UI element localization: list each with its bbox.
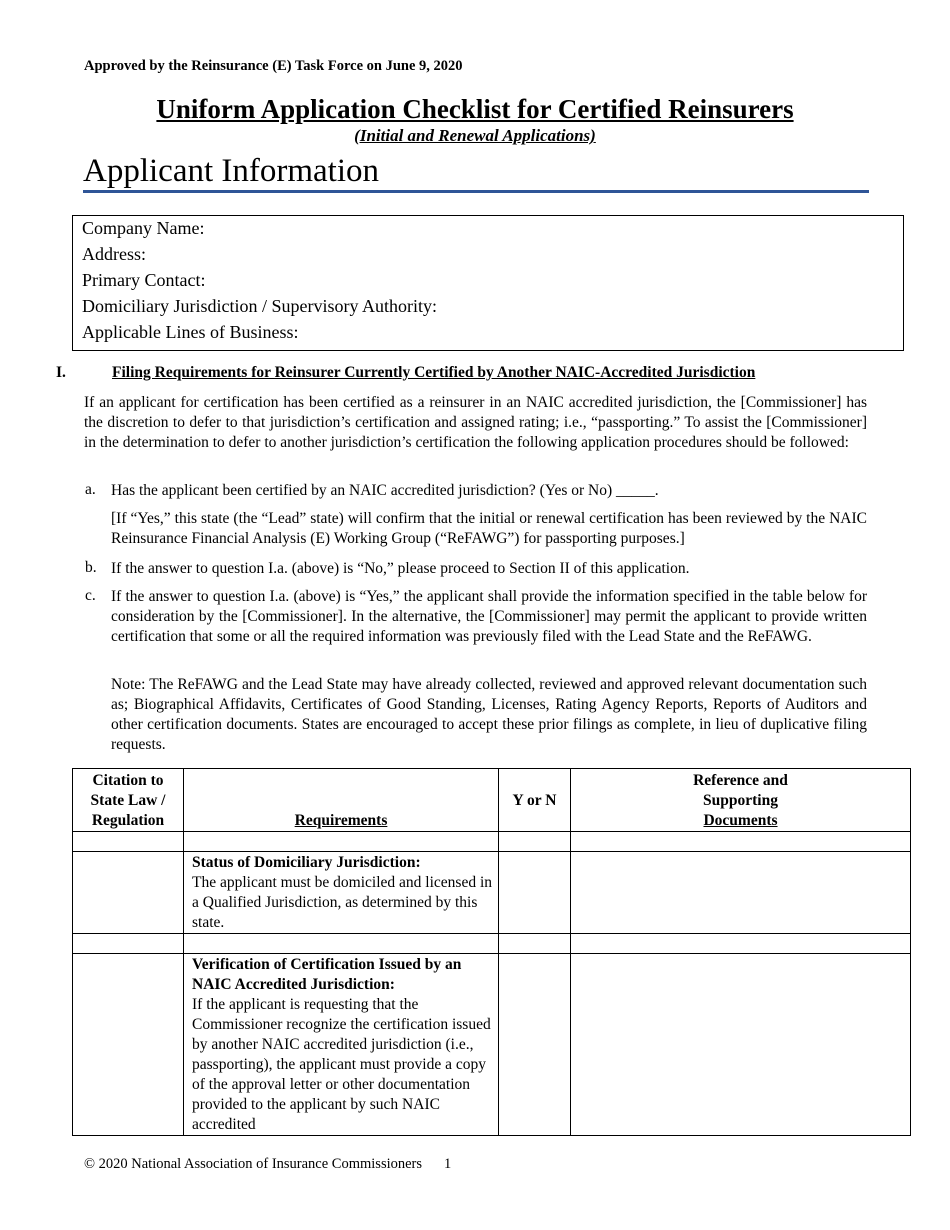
- item-c-note: Note: The ReFAWG and the Lead State may have already collected, reviewed and approved relevant documentation such as; Biographical Affidavits, Certificates of Good Standing, Licenses, Rating Agency Reports, Reports of Auditors and other certification documents. States are encouraged to accept these prior filings as complete, in lieu of duplicative filing requests.: [111, 676, 867, 753]
- page-number: 1: [444, 1156, 452, 1172]
- table-spacer-row: [73, 934, 911, 954]
- citation-cell[interactable]: [73, 934, 184, 954]
- reference-header-line: Reference and: [693, 772, 788, 789]
- table-row: [73, 852, 911, 934]
- citation-header: [73, 769, 184, 832]
- citation-header-line: State Law /: [90, 792, 166, 809]
- address-field[interactable]: Address:: [82, 244, 146, 264]
- requirement-cell: [184, 934, 499, 954]
- reference-header: [571, 769, 911, 832]
- primary-contact-field[interactable]: Primary Contact:: [82, 270, 206, 290]
- reference-cell[interactable]: [571, 954, 911, 1136]
- requirement-cell: [184, 954, 499, 1136]
- item-a-letter: a.: [85, 481, 96, 498]
- citation-header-line: Citation to: [92, 772, 164, 789]
- requirements-header: Requirements: [184, 769, 499, 832]
- requirement-body: If the applicant is requesting that the Commissioner recognize the certification issued by another NAIC accredited jurisdiction (i.e., passporting), the applicant must provide a copy of the approval letter or other documentation provided to the applicant by such NAIC accredited: [192, 996, 491, 1133]
- yn-cell[interactable]: [499, 954, 571, 1136]
- yn-cell[interactable]: [499, 852, 571, 934]
- item-c-text: If the answer to question I.a. (above) is “Yes,” the applicant shall provide the information specified in the table below for consideration by the [Commissioner]. In the alternative, the [Commissioner] may permit the applicant to provide written certification that some or all the required information was previously filed with the Lead State and the ReFAWG.: [111, 588, 867, 645]
- requirement-cell: [184, 852, 499, 934]
- item-c-letter: c.: [85, 587, 96, 604]
- page-footer: [84, 1156, 451, 1173]
- requirement-title: Status of Domiciliary Jurisdiction:: [192, 854, 421, 871]
- reference-cell[interactable]: [571, 832, 911, 852]
- item-b-letter: b.: [85, 559, 97, 576]
- yn-cell[interactable]: [499, 934, 571, 954]
- domiciliary-jurisdiction-field[interactable]: Domiciliary Jurisdiction / Supervisory Authority:: [82, 296, 437, 316]
- document-subtitle: (Initial and Renewal Applications): [354, 126, 596, 145]
- requirement-cell: [184, 832, 499, 852]
- reference-header-line: Documents: [703, 812, 778, 829]
- table-spacer-row: [73, 832, 911, 852]
- citation-cell[interactable]: [73, 852, 184, 934]
- company-name-field[interactable]: Company Name:: [82, 218, 205, 238]
- requirement-body: The applicant must be domiciled and licensed in a Qualified Jurisdiction, as determined by this state.: [192, 874, 493, 931]
- reference-header-line: Supporting: [703, 792, 778, 809]
- section-intro: If an applicant for certification has been certified as a reinsurer in an NAIC accredited jurisdiction, the [Commissioner] has the discretion to defer to that jurisdiction’s certification and assigned rating; i.e., “passporting.” To assist the [Commissioner] in the determination to defer to another jurisdiction’s certification the following application procedures should be followed:: [84, 394, 867, 451]
- section-number: I.: [56, 364, 66, 381]
- citation-cell[interactable]: [73, 954, 184, 1136]
- copyright-text: © 2020 National Association of Insurance Commissioners: [84, 1156, 423, 1172]
- requirement-title: Verification of Certification Issued by an NAIC Accredited Jurisdiction:: [192, 956, 462, 993]
- applicant-info-box: [72, 215, 904, 351]
- yn-cell[interactable]: [499, 832, 571, 852]
- table-row: [73, 954, 911, 1136]
- section-title: Filing Requirements for Reinsurer Currently Certified by Another NAIC-Accredited Jurisdiction: [112, 364, 756, 381]
- citation-cell[interactable]: [73, 832, 184, 852]
- lines-of-business-field[interactable]: Applicable Lines of Business:: [82, 322, 299, 342]
- yes-no-header: Y or N: [499, 769, 571, 832]
- reference-cell[interactable]: [571, 934, 911, 954]
- citation-header-line: Regulation: [91, 812, 165, 829]
- document-title: Uniform Application Checklist for Certified Reinsurers: [156, 94, 794, 124]
- item-a-question: Has the applicant been certified by an NAIC accredited jurisdiction? (Yes or No) _____.: [111, 482, 659, 499]
- reference-cell[interactable]: [571, 852, 911, 934]
- approval-note: Approved by the Reinsurance (E) Task Force on June 9, 2020: [84, 58, 463, 74]
- table-header-row: [73, 769, 911, 832]
- applicant-info-heading: Applicant Information: [83, 153, 380, 189]
- requirements-table: [72, 768, 911, 1136]
- item-a-note: [If “Yes,” this state (the “Lead” state) will confirm that the initial or renewal certification has been reviewed by the NAIC Reinsurance Financial Analysis (E) Working Group (“ReFAWG”) for passporting purposes.]: [111, 510, 867, 547]
- heading-rule: [83, 190, 869, 193]
- item-b-text: If the answer to question I.a. (above) is “No,” please proceed to Section II of this application.: [111, 560, 690, 577]
